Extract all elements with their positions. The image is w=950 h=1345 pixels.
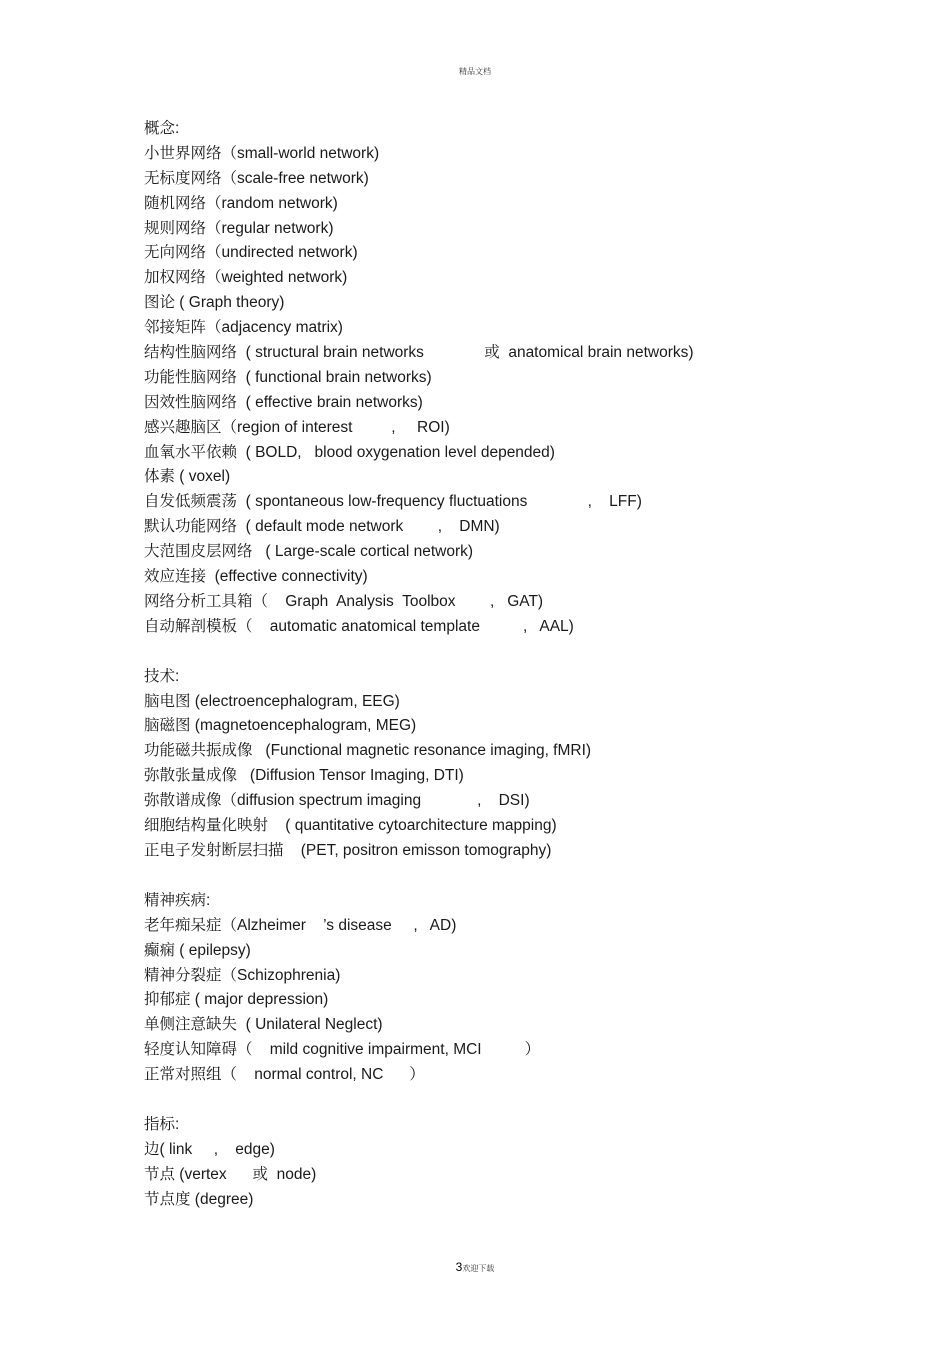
section-heading: 概念: [144,120,180,137]
section-concepts [144,117,904,640]
page-footer [0,1260,950,1274]
term-line: 效应连接 (effective connectivity) [144,568,368,586]
term-line: 网络分析工具箱（ Graph Analysis Toolbox , GAT) [144,592,544,610]
term-line: 脑电图 (electroencephalogram, EEG) [144,692,400,710]
term-line: 节点 (vertex 或 node) [144,1165,317,1183]
term-line: 边( link , edge) [144,1140,275,1158]
term-line: 邻接矩阵（adjacency matrix) [144,319,343,337]
term-line: 单侧注意缺失 ( Unilateral Neglect) [144,1016,383,1034]
term-line: 精神分裂症（Schizophrenia) [144,966,341,984]
term-line: 自发低频震荡 ( spontaneous low-frequency fluctuations , LFF) [144,493,642,511]
term-line: 功能磁共振成像 (Functional magnetic resonance imaging, fMRI) [144,742,592,760]
term-line: 抑郁症 ( major depression) [144,991,329,1009]
term-line: 弥散谱成像（diffusion spectrum imaging , DSI) [144,792,530,810]
term-line: 老年痴呆症（Alzheimer ’s disease , AD) [144,916,457,934]
page-number: 3 [455,1260,463,1274]
term-line: 正常对照组（ normal control, NC ） [144,1066,425,1084]
section-heading: 技术: [144,667,180,685]
term-line: 脑磁图 (magnetoencephalogram, MEG) [144,717,417,735]
term-line: 无标度网络（scale-free network) [144,169,369,187]
term-line: 结构性脑网络 ( structural brain networks 或 anatomical brain networks) [144,344,694,362]
term-line: 功能性脑网络 ( functional brain networks) [144,368,432,386]
term-line: 感兴趣脑区（region of interest , ROI) [144,418,450,436]
header-text: 精品文档 [459,67,491,76]
term-line: 自动解剖模板（ automatic anatomical template , AAL) [144,617,574,635]
term-line: 轻度认知障碍（ mild cognitive impairment, MCI ） [144,1041,541,1059]
page-header [0,66,950,77]
document-body [144,117,904,1238]
section-techniques [144,665,904,864]
term-line: 规则网络（regular network) [144,219,334,237]
section-metrics [144,1113,904,1213]
term-line: 随机网络（random network) [144,194,338,212]
footer-text: 欢迎下载 [462,1264,495,1273]
term-line: 弥散张量成像 (Diffusion Tensor Imaging, DTI) [144,767,464,785]
term-line: 加权网络（weighted network) [144,269,348,287]
term-line: 癫痫 ( epilepsy) [144,941,251,959]
term-line: 节点度 (degree) [144,1190,254,1208]
term-line: 小世界网络（small-world network) [144,144,380,162]
term-line: 默认功能网络 ( default mode network , DMN) [144,518,500,536]
term-line: 血氧水平依赖 ( BOLD, blood oxygenation level depended) [144,443,555,461]
section-mental-disorders [144,889,904,1088]
term-line: 图论 ( Graph theory) [144,294,285,312]
term-line: 无向网络（undirected network) [144,244,358,262]
term-line: 体素 ( voxel) [144,468,231,486]
term-line: 大范围皮层网络 ( Large-scale cortical network) [144,543,474,561]
section-heading: 指标: [144,1115,180,1133]
term-line: 正电子发射断层扫描 (PET, positron emisson tomography) [144,841,552,859]
section-heading: 精神疾病: [144,891,211,909]
term-line: 细胞结构量化映射 ( quantitative cytoarchitecture mapping) [144,817,557,835]
term-line: 因效性脑网络 ( effective brain networks) [144,393,423,411]
